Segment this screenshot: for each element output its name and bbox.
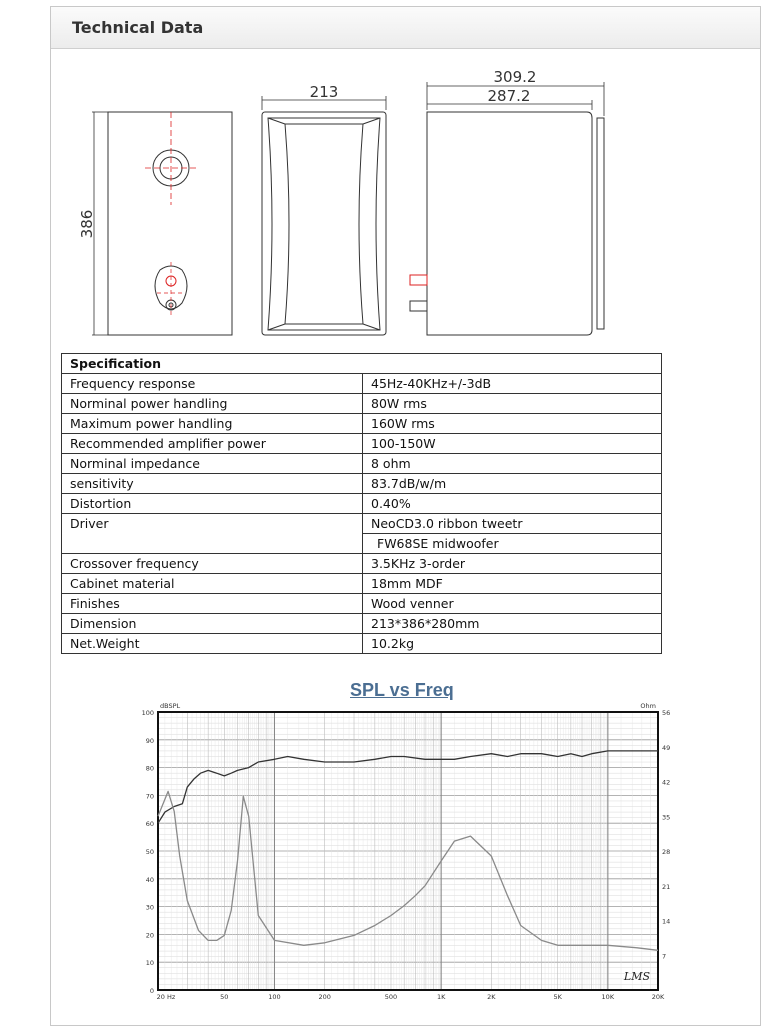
spec-value: NeoCD3.0 ribbon tweetr	[363, 514, 662, 534]
spec-value: Wood venner	[363, 594, 662, 614]
y-tick-label-left: 40	[145, 875, 154, 884]
table-row	[62, 394, 662, 414]
spec-value: 0.40%	[363, 494, 662, 514]
side-view	[410, 82, 604, 335]
x-tick-label: 200	[318, 993, 331, 1001]
y-tick-label-left: 60	[145, 820, 154, 829]
spec-label: Norminal power handling	[62, 394, 363, 414]
table-row	[62, 554, 662, 574]
y-tick-label-left: 80	[145, 764, 154, 773]
lms-watermark: LMS	[623, 970, 650, 983]
x-tick-label: 20K	[651, 993, 665, 1001]
y-tick-label-right: 56	[662, 709, 671, 717]
chart-title: SPL vs Freq	[350, 680, 454, 700]
y-axis-label-right: Ohm	[640, 702, 656, 710]
y-tick-label-left: 70	[145, 792, 154, 801]
y-tick-label-right: 49	[662, 743, 671, 752]
spec-label: Frequency response	[62, 374, 363, 394]
side-profile-view	[262, 96, 386, 335]
dimension-drawing	[0, 0, 770, 350]
dimension-depth-cabinet-label: 287.2	[487, 87, 531, 105]
spec-label: Finishes	[62, 594, 363, 614]
spec-label-empty	[62, 534, 363, 554]
spec-label: Recommended amplifier power	[62, 434, 363, 454]
y-tick-label-right: 42	[662, 778, 671, 787]
spec-value: 80W rms	[363, 394, 662, 414]
y-tick-label-left: 20	[145, 931, 154, 940]
y-tick-label-left: 90	[145, 736, 154, 745]
spec-value: 3.5KHz 3-order	[363, 554, 662, 574]
spec-label: Driver	[62, 514, 363, 534]
table-header: Specification	[62, 354, 662, 374]
y-tick-label-left: 100	[141, 709, 154, 717]
spec-label: Net.Weight	[62, 634, 363, 654]
spec-label: Dimension	[62, 614, 363, 634]
y-tick-label-left: 0	[149, 987, 154, 995]
spec-label: Maximum power handling	[62, 414, 363, 434]
y-tick-label-left: 50	[145, 848, 154, 856]
table-row	[62, 574, 662, 594]
y-tick-label-right: 35	[662, 813, 671, 822]
spec-label: sensitivity	[62, 474, 363, 494]
table-row	[62, 454, 662, 474]
spec-value: 8 ohm	[363, 454, 662, 474]
table-row	[62, 474, 662, 494]
spec-label: Cabinet material	[62, 574, 363, 594]
table-row	[62, 494, 662, 514]
y-tick-label-left: 10	[145, 959, 154, 968]
y-tick-label-right: 28	[662, 848, 671, 856]
spec-value: FW68SE midwoofer	[363, 534, 662, 554]
spec-value: 160W rms	[363, 414, 662, 434]
x-tick-label: 2K	[487, 993, 496, 1001]
table-row	[62, 434, 662, 454]
panel-title: Technical Data	[72, 18, 204, 37]
spec-value: 83.7dB/w/m	[363, 474, 662, 494]
dimension-height-label: 386	[78, 209, 96, 239]
y-tick-label-left: 30	[145, 903, 154, 912]
y-axis-label-left: dBSPL	[160, 702, 181, 710]
spec-value: 10.2kg	[363, 634, 662, 654]
table-row	[62, 534, 662, 554]
specification-table	[61, 353, 662, 654]
x-tick-label: 5K	[553, 993, 562, 1001]
dimension-width-label: 213	[309, 83, 339, 101]
table-row	[62, 514, 662, 534]
y-tick-label-right: 7	[662, 952, 667, 961]
x-tick-label: 1K	[436, 993, 446, 1001]
spec-label: Norminal impedance	[62, 454, 363, 474]
x-tick-label: 50	[220, 993, 229, 1001]
x-tick-label: 20 Hz	[156, 993, 176, 1001]
spec-value: 213*386*280mm	[363, 614, 662, 634]
front-view	[92, 112, 232, 335]
dimension-depth-total-label: 309.2	[493, 68, 537, 86]
y-tick-label-right: 14	[662, 917, 671, 926]
table-row	[62, 374, 662, 394]
table-row	[62, 634, 662, 654]
spec-value: 18mm MDF	[363, 574, 662, 594]
x-tick-label: 500	[384, 993, 398, 1001]
spl-vs-freq-chart	[120, 676, 680, 1006]
spec-value: 45Hz-40KHz+/-3dB	[363, 374, 662, 394]
table-row	[62, 614, 662, 634]
x-tick-label: 10K	[601, 993, 615, 1001]
table-header-row	[62, 354, 662, 374]
x-tick-label: 100	[268, 993, 281, 1001]
table-row	[62, 414, 662, 434]
spec-label: Crossover frequency	[62, 554, 363, 574]
spec-label: Distortion	[62, 494, 363, 514]
y-tick-label-right: 21	[662, 882, 671, 891]
spec-value: 100-150W	[363, 434, 662, 454]
table-row	[62, 594, 662, 614]
